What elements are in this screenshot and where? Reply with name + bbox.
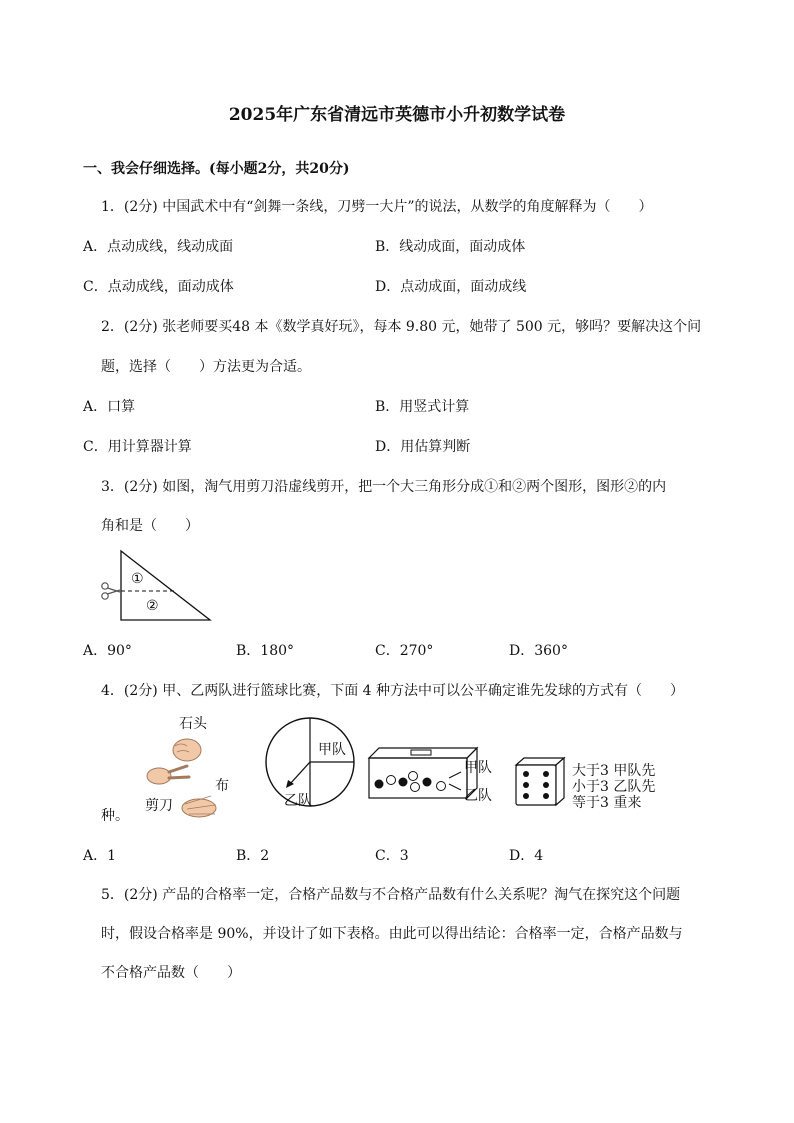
q3-option-a: A．90° (83, 643, 132, 659)
dice-icon (516, 758, 564, 805)
q4-option-a: A．1 (83, 848, 117, 864)
dice-rule-1: 大于3 甲队先 (572, 763, 656, 779)
question-2-stem-line2: 题，选择（ ）方法更为合适。 (101, 359, 311, 375)
spinner-label-team-a: 甲队 (318, 742, 346, 758)
q2-option-d: D．用估算判断 (375, 439, 471, 455)
question-1-stem: 1．(2分) 中国武术中有“剑舞一条线，刀劈一大片”的说法，从数学的角度解释为（ ） (101, 199, 653, 215)
q1-option-b: B．线动成面，面动成体 (375, 239, 526, 255)
q2-option-a: A．口算 (83, 399, 136, 415)
question-3-stem-line2: 角和是（ ） (101, 518, 199, 534)
scissors-hand-icon (147, 766, 189, 784)
rps-label-scissors: 剪刀 (145, 798, 173, 814)
question-2-stem-line1: 2．(2分) 张老师要买48 本《数学真好玩》，每本 9.80 元，她带了 500 元，够吗？要解决这个问 (101, 319, 702, 335)
balls-icon (375, 772, 446, 792)
q1-option-a: A．点动成线，线动成面 (83, 239, 234, 255)
question-4-stem: 4．(2分) 甲、乙两队进行篮球比赛，下面 4 种方法中可以公平确定谁先发球的方式有（ ） (101, 683, 684, 699)
scissors-icon (102, 583, 120, 599)
box-outline (369, 748, 477, 798)
q1-option-d: D．点动成面，面动成线 (375, 279, 527, 295)
dice-rule-3: 等于3 重来 (572, 795, 642, 811)
question-4-tail: 种。 (101, 808, 129, 824)
rock-hand-icon (173, 739, 201, 761)
q3-option-b: B．180° (236, 643, 295, 659)
q4-option-b: B．2 (236, 848, 270, 864)
q3-option-d: D．360° (509, 643, 568, 659)
question-5-stem-line3: 不合格产品数（ ） (101, 965, 241, 981)
q3-option-c: C．270° (375, 643, 434, 659)
q4-option-c: C．3 (375, 848, 409, 864)
paper-hand-icon (182, 796, 216, 817)
question-3-stem-line1: 3．(2分) 如图，淘气用剪刀沿虚线剪开，把一个大三角形分成①和②两个图形，图形②的内 (101, 479, 667, 495)
rps-label-rock: 石头 (179, 716, 207, 732)
region-1-label: ① (131, 571, 144, 587)
region-2-label: ② (146, 598, 159, 614)
dice-rule-2: 小于3 乙队先 (572, 779, 656, 795)
spinner-arrow-icon (286, 762, 310, 788)
question-5-stem-line2: 时，假设合格率是 90%，并设计了如下表格。由此可以得出结论：合格率一定，合格产品数与 (101, 926, 683, 942)
box-label-team-a: 甲队 (464, 760, 492, 776)
q2-option-c: C．用计算器计算 (83, 439, 192, 455)
q2-option-b: B．用竖式计算 (375, 399, 470, 415)
rps-label-paper: 布 (215, 778, 229, 794)
q4-option-d: D．4 (509, 848, 544, 864)
box-label-team-b: 乙队 (464, 788, 492, 804)
triangle-figure (98, 548, 218, 623)
arrow-icon (449, 772, 461, 790)
dice-figure (512, 755, 672, 815)
rock-paper-scissors-figure (135, 710, 245, 830)
section-heading: 一、我会仔细选择。(每小题2分，共20分) (83, 161, 350, 177)
ball-box-figure (365, 742, 505, 807)
spinner-figure (262, 712, 362, 812)
question-5-stem-line1: 5．(2分) 产品的合格率一定，合格产品数与不合格产品数有什么关系呢？淘气在探究这个问题 (101, 887, 681, 903)
q1-option-c: C．点动成线，面动成体 (83, 279, 234, 295)
page-title: 2025年广东省清远市英德市小升初数学试卷 (228, 105, 566, 125)
spinner-label-team-b: 乙队 (284, 793, 312, 809)
